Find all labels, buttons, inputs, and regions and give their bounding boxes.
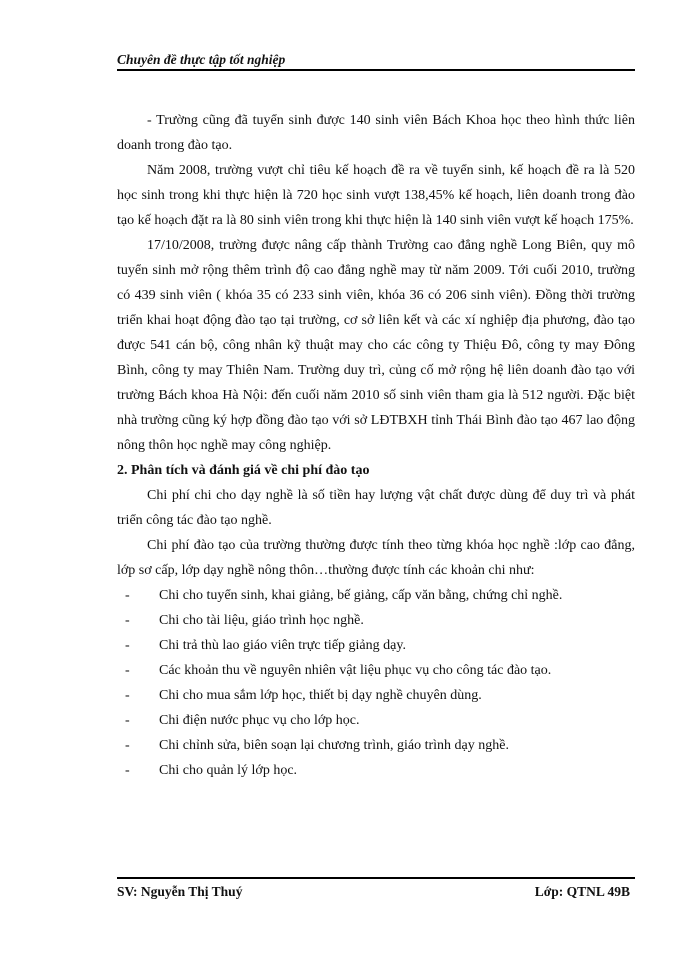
list-item: - Chi cho tài liệu, giáo trình học nghề. <box>117 608 635 633</box>
list-item: - Chi cho tuyển sinh, khai giảng, bế giảng, cấp văn bằng, chứng chỉ nghề. <box>117 583 635 608</box>
list-item: - Chi chỉnh sửa, biên soạn lại chương trình, giáo trình dạy nghề. <box>117 733 635 758</box>
paragraph-college-upgrade: 17/10/2008, trường được nâng cấp thành Trường cao đẳng nghề Long Biên, quy mô tuyển sinh mở rộng thêm trình độ cao đẳng nghề may từ năm 2009. Tới cuối 2010, trường có 439 sinh viên ( khóa 35 có 233 sinh viên, khóa 36 có 206 sinh viên). Đồng thời trường triển khai hoạt động đào tạo tại trường, cơ sở liên kết và các xí nghiệp địa phương, đào tạo được 541 cán bộ, công nhân kỹ thuật may cho các công ty Thiệu Đô, công ty may Đông Bình, công ty may Thiên Nam. Trường duy trì, củng cố mở rộng hệ liên doanh đào tạo với trường Bách khoa Hà Nội: đến cuối năm 2010 số sinh viên tham gia là 512 người. Đặc biệt nhà trường cũng ký hợp đồng đào tạo với sở LĐTBXH tỉnh Thái Bình đào tạo 467 lao động nông thôn học nghề may công nghiệp. <box>117 238 635 453</box>
footer-student-name: SV: Nguyễn Thị Thuý <box>117 884 243 899</box>
footer-class: Lớp: QTNL 49B <box>534 884 630 899</box>
list-item: - Chi cho quản lý lớp học. <box>117 758 635 783</box>
footer-divider <box>117 877 635 879</box>
page-header-title: Chuyên đề thực tập tốt nghiệp <box>117 52 286 67</box>
list-item: - Chi cho mua sắm lớp học, thiết bị dạy nghề chuyên dùng. <box>117 683 635 708</box>
paragraph-cost-definition: Chi phí chi cho dạy nghề là số tiền hay lượng vật chất được dùng để duy trì và phát triển công tác đào tạo nghề. <box>117 488 635 528</box>
list-item: - Các khoản thu về nguyên nhiên vật liệu phục vụ cho công tác đào tạo. <box>117 658 635 683</box>
list-item: - Chi trả thù lao giáo viên trực tiếp giảng dạy. <box>117 633 635 658</box>
paragraph-enrollment-bach-khoa: - Trường cũng đã tuyển sinh được 140 sinh viên Bách Khoa học theo hình thức liên doanh trong đào tạo. <box>117 113 635 153</box>
cost-items-list <box>117 583 635 783</box>
paragraph-cost-calculation: Chi phí đào tạo của trường thường được tính theo từng khóa học nghề :lớp cao đẳng, lớp sơ cấp, lớp dạy nghề nông thôn…thường được tính các khoản chi như: <box>117 538 635 578</box>
list-item: - Chi điện nước phục vụ cho lớp học. <box>117 708 635 733</box>
section-title: 2. Phân tích và đánh giá về chi phí đào tạo <box>117 463 370 478</box>
paragraph-2008-targets: Năm 2008, trường vượt chỉ tiêu kế hoạch đề ra về tuyển sinh, kế hoạch đề ra là 520 học sinh trong khi thực hiện là 720 học sinh vượt 138,45% kế hoạch, liên doanh trong đào tạo kế hoạch đặt ra là 80 sinh viên trong khi thực hiện là 140 sinh viên vượt kế hoạch 175%. <box>117 163 635 228</box>
document-body <box>117 108 635 783</box>
header-divider <box>117 69 635 71</box>
